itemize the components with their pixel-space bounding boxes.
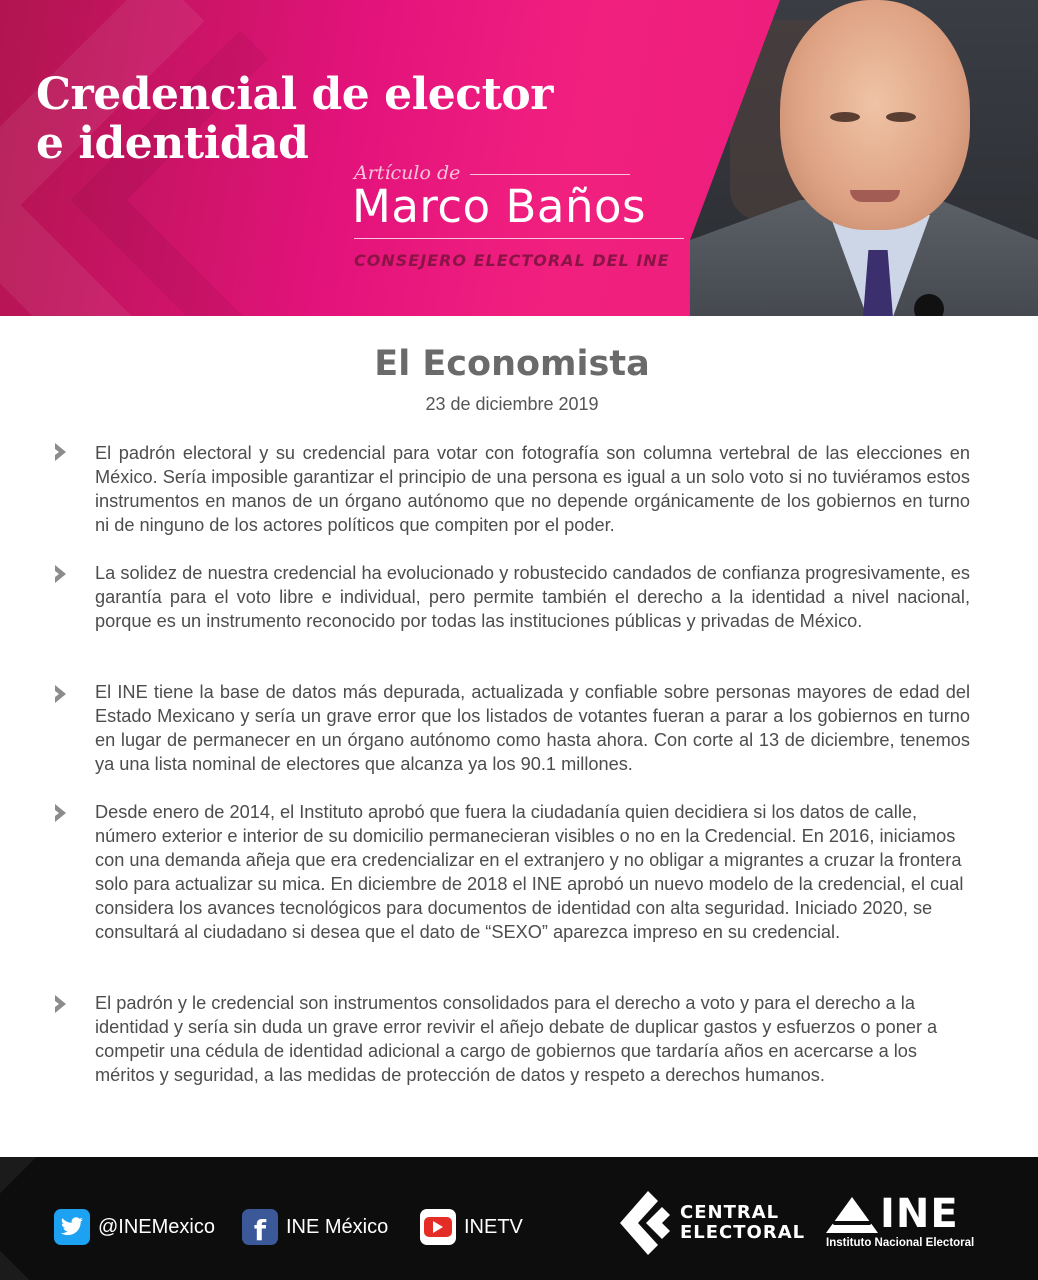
chevron-right-icon: [52, 992, 70, 1016]
ine-wordmark: INE: [880, 1191, 959, 1237]
central-line-1: CENTRAL: [680, 1202, 780, 1223]
twitter-link[interactable]: [54, 1207, 215, 1247]
source-publication: El Economista: [374, 344, 650, 384]
paragraph-2: La solidez de nuestra credencial ha evolucionado y robustecido candados de confianza progresivamente, es garantía para el voto libre e individual, pero permite también el derecho a la identidad a nivel nacional, porque es un instrumento reconocido por todas las instituciones públicas y privadas de México.: [95, 563, 970, 631]
microphone: [914, 294, 944, 316]
author-name: Marco Baños: [352, 180, 646, 233]
paragraph-1: El padrón electoral y su credencial para votar con fotografía son columna vertebral de las elecciones en México. Sería imposible garantizar el principio de una persona es igual a un solo voto si no tuviéramos estos instrumentos en manos de un órgano autónomo que no depende orgánicamente de los gobiernos en turno ni de ninguno de los actores políticos que compiten por el poder.: [95, 443, 970, 535]
title-line-2: e identidad: [36, 118, 309, 169]
ine-emblem-icon: [824, 1195, 880, 1235]
divider: [470, 174, 630, 175]
article-label: Artículo de: [354, 162, 461, 184]
title-line-1: Credencial de elector: [36, 69, 553, 120]
chevron-right-icon: [52, 440, 70, 464]
publication-date: 23 de diciembre 2019: [425, 394, 599, 414]
central-electoral-logo: [618, 1188, 805, 1258]
paragraph-3: El INE tiene la base de datos más depurada, actualizada y confiable sobre personas mayores de edad del Estado Mexicano y sería un grave error que los listados de votantes fueran a parar a los gobiernos en turno en lugar de permanecer en un órgano autónomo como hasta ahora. Con corte al 13 de diciembre, tenemos ya una lista nominal de electores que alcanza ya los 90.1 millones.: [95, 682, 970, 774]
header-banner: [0, 0, 1038, 316]
chevron-right-icon: [52, 562, 70, 586]
ine-full-name: Instituto Nacional Electoral: [826, 1237, 975, 1249]
youtube-link[interactable]: [420, 1207, 523, 1247]
ine-logo: [824, 1191, 1004, 1255]
facebook-icon: f: [242, 1209, 278, 1245]
facebook-handle: INE México: [286, 1215, 389, 1238]
author-position: CONSEJERO ELECTORAL DEL INE: [354, 251, 670, 270]
central-electoral-icon: [618, 1189, 672, 1257]
chevron-right-icon: [52, 801, 70, 825]
chevron-right-icon: [52, 682, 70, 706]
twitter-handle: @INEMexico: [98, 1215, 215, 1238]
paragraph-5: El padrón y le credencial son instrumentos consolidados para el derecho a voto y para el derecho a la identidad y sería sin duda un grave error revivir el añejo debate de duplicar gastos y esfuerzos o poner a competir una cédula de identidad adicional a cargo de gobiernos que tardaría años en acercarse a los méritos y seguridad, a las medidas de protección de datos y respeto a derechos humanos.: [95, 993, 938, 1085]
paragraph-4: Desde enero de 2014, el Instituto aprobó que fuera la ciudadanía quien decidiera si los datos de calle, número exterior e interior de su domicilio permanecieran visibles o no en la Credencial. En 2016, iniciamos con una demanda añeja que era credencializar en el extranjero y no obligar a migrantes a cruzar la frontera solo para actualizar su mica. En diciembre de 2018 el INE aprobó un nuevo modelo de la credencial, el cual considera los avances tecnológicos para documentos de identidad con alta seguridad. Iniciado 2020, se consultará al ciudadano si desea que el dato de “SEXO” aparezca impreso en su credencial.: [95, 802, 964, 942]
youtube-handle: INETV: [464, 1215, 523, 1238]
youtube-icon: [420, 1209, 456, 1245]
twitter-icon: [54, 1209, 90, 1245]
divider: [354, 238, 684, 239]
central-line-2: ELECTORAL: [680, 1222, 806, 1243]
facebook-link[interactable]: [242, 1207, 388, 1247]
page-title: [36, 70, 553, 168]
author-photo: [690, 0, 1038, 316]
